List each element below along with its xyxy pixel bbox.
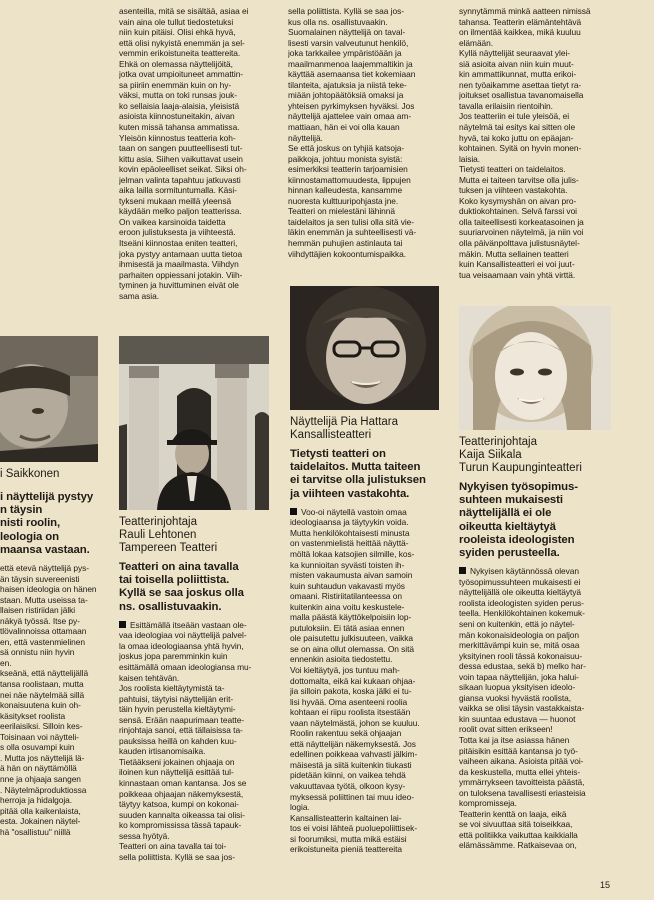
person-2-name: Rauli Lehtonen xyxy=(119,529,197,541)
portrait-lehtonen-image xyxy=(119,336,269,510)
column-1-top xyxy=(119,6,269,332)
person-2-block xyxy=(119,516,269,900)
person-2-body: Esittämällä itseään vastaan ole- vaa ideologiaa voi näyttelijä palvel- la omaa ideologiaansa yhtä hyvin, joskus jopa paremminkin kuin esittämällä omaan ideologiansa mu- kaisen tehtävän. Jos roolista kieltäytymistä ta- pahtuisi, täytyisi näyttelijän erit- täin hyvin perustella kieltäytymi- sensä. Erään naapurimaan teatte- rinjohtaja sanoi, että tällaisissa ta- pauksissa heillä on kahden kuu- kauden irtisanomisaika. Tietääkseni jokainen ohjaaja on iloinen kun näyttelijä esittää tul- kinnastaan oman kantansa. Jos se poikkeaa ohjaajan näkemyksestä, täytyy katsoa, kumpi on kokonai- suuden kannalta oikeassa tai olisi- ko kompromississa tässä tapauk- sessa hyötyä. Teatteri on aina tavalla tai toi- sella poliittista. Kyllä se saa jos- xyxy=(119,619,252,862)
portrait-hattara-image xyxy=(290,286,439,410)
person-4-quote: Nykyisen työsopimus- suhteen mukaisesti näyttelijällä ei ole oikeutta kieltäytyä rooleista ideologisten syiden perusteella. xyxy=(459,481,578,560)
person-3-block xyxy=(290,416,442,900)
person-4-block xyxy=(459,436,612,892)
person-4-body: Nykyisen käytännössä olevan työsopimussuhteen mukaisesti ei näyttelijällä ole oikeutta kieltäytyä roolista ideologisten syiden perus- teella. Henkilökohtainen kokemuk- seni on kuitenkin, että jo näytel- män kokonaisideologia on paljon merkittävämpi kuin se, mitä osaa yksityinen rooli tässä kokonaisuu- dessa edustaa, sekä b) melko har- voin tapaa näyttelijän, joka halui- sikaan luopua yksityisen ideolo- giansa vuoksi hyvästä roolista, vaikka se olisi täysin vastakkaista- kin suuntaa edustava — huonot roolit ovat sitten erikseen! Totta kai ja itse asiassa hänen pitäisikin esittää kantansa jo työ- vaiheen aikana. Asioista pitää voi- da keskustella, mutta ellei yhteis- ymmärrykseen tavoitteista päästä, on tuloksena tavallisesti eriasteisia kompromisseja. Teatterin kenttä on laaja, eikä se voi sivuuttaa sitä toiseikkaa, että politiikka vaikuttaa kaikkialla elämässämme. Ratkaisevaa on, xyxy=(459,566,586,851)
person-4-body-wrap xyxy=(459,566,612,851)
portrait-saikkonen-image xyxy=(0,336,98,462)
column-2-text: sella poliittista. Kyllä se saa jos- kus olla ns. osallistuvaakin. Suomalainen näyttelijä on taval- lisesti varsin valveutunut henkilö, joka tarkkailee ympäristöään ja maailmanmenoa laajemmaltikin ja käyttää asemaansa tiet kokemiaan tilanteita, ajatuksia ja niistä teke- miään johtopäätöksiä omaksi ja yhteisen pyrkimyksen hyväksi. Jos näyttelijä ajattelee vain omaa am- mattiaan, hän ei voi olla kauan näyttelijä. Se että joskus on tyhjiä katsoja- paikkoja, johtuu monista syistä: esimerkiksi teatterin tarjoamisien kiinnostamattomuudesta, lippujen hinnan kalleudesta, kansamme nuoresta kulttuuripohjasta jne. Teatteri on mielestäni lähinnä taidelaitos ja sen tulisi olla sitä vie- läkin enemmän ja suhteellisesti vä- hemmän puhujien astinlauta tai viihdyttäjien kokoontumispaikka. xyxy=(288,6,417,259)
person-4-name: Kaija Siikala xyxy=(459,449,522,461)
person-1-name: i Saikkonen xyxy=(0,468,60,480)
paragraph-marker-icon xyxy=(290,508,297,515)
person-2-body-wrap xyxy=(119,620,269,863)
paragraph-marker-icon xyxy=(459,567,466,574)
person-4-org: Turun Kaupunginteatteri xyxy=(459,462,582,474)
column-3-text: synnytämmä minkä aatteen nimissä tahansa. Teatterin elämäntehtävä on ilmentää kaikkea, mikä kuuluu elämään. Kyllä näyttelijät seuraavat ylei- siä asioita aivan niin kuin muut- kin ammattikunnat, mutta erikoi- nen työaikamme asettaa tietyt ra- joitukset osallistua tavanomaisella tavalla erilaisiin rientoihin. Jos teatteriin ei tule yleisöä, ei näytelmä tai esitys kai sitten ole hyvä, tai koko juttu on epäajan- kohtainen. Syitä on hyvin monen- laisia. Tietysti teatteri on taidelaitos. Mutta ei taiteen tarvitse olla julis- tuksen ja viihteen vastakohta. Koko kysymyshän on aivan pro- duktiokohtainen. Selvä farssi voi olla taiteellisesti korkeatasoinen ja suuriarvoinen näytelmä, ja niin voi olla päivänpolttava julistusnäytel- mäkin. Mutta sellainen teatteri kuin Kansallisteatteri ei voi juut- tua veisaamaan vain yhtä virttä. xyxy=(459,6,591,280)
portrait-photo-1 xyxy=(0,336,98,462)
column-2-top xyxy=(288,6,441,280)
person-1-body: että etevä näyttelijä pys- än täysin suvereenisti haisen ideologia on hänen staan. Mutta useissa ta- llaisen ristiriidan jälki näkyä työssä. Itse py- tlövalinnoissa ottamaan en, että vastenmielinen sä onnistu niin hyvin en. kseänä, että näyttelijällä tansa roolistaan, mutta nei näe näytelmää sillä konaisuutena kuin oh- käsitykset roolista eerilaisiksi. Silloin kes- Toisinaan voi näytteli- s olla osuvampi kuin . Mutta jos näyttelijä lä- ä hän on näyttämöllä nne ja ohjaaja sangen . Näytelmäproduktiossa herroja ja hidalgoja. pitää olla kaikenlaista, esta. Jokainen näytel- hä "osallistuu" niillä xyxy=(0,563,97,837)
person-1-block xyxy=(0,468,100,900)
person-2-quote: Teatteri on aina tavalla tai toisella poliittista. Kyllä se saa joskus olla ns. osallistuvaakin. xyxy=(119,561,244,613)
paragraph-marker-icon xyxy=(119,621,126,628)
person-2-title: Teatterinjohtaja xyxy=(119,516,197,528)
portrait-photo-4 xyxy=(459,306,611,430)
person-3-quote: Tietysti teatteri on taidelaitos. Mutta taiteen ei tarvitse olla julistuksen ja viihteen vastakohta. xyxy=(290,448,426,500)
portrait-photo-3 xyxy=(290,286,439,410)
portrait-photo-2 xyxy=(119,336,269,510)
page-number: 15 xyxy=(599,880,610,890)
person-2-org: Tampereen Teatteri xyxy=(119,542,218,554)
person-3-body-wrap xyxy=(290,507,442,855)
column-3-top xyxy=(459,6,611,302)
person-3-org: Kansallisteatteri xyxy=(290,429,372,441)
person-4-title: Teatterinjohtaja xyxy=(459,436,537,448)
column-1-text: asenteilla, mitä se sisältää, asiaa ei vain aina ole tullut tiedostetuksi niin kuin pitäisi. Olisi ehkä hyvä, että olisi nykyistä enemmän ja sel- vemmin erikoistuneita teattereita. Ehkä on olemassa näyttelijöitä, jotka ovat umpioituneet ammattin- sa piiriin enemmän kuin on hy- väksi, mutta on toki runsas jouk- ko sellaisia laaja-alaisia, yleisistä asioista kiinnostuneitakin, aivan kuten missä tahansa ammatissa. Yleisön kiinnostus teatteria koh- taan on sangen puutteellisesti tut- kittu asia. Siihen vaikuttavat usein kovin epäoleelliset seikat. Siksi oh- jelman valinta tapahtuu jatkuvasti aika lailla sormituntumalla. Käsi- tykseni mukaan meillä yleensä käydään melko paljon teatterissa. On vaikea karsinoida taidetta eroon julistuksesta ja viihteestä. Itseäni kiinnostaa eniten teatteri, joka pystyy antamaan uutta tietoa ihmisestä ja maailmasta. Viihdyn parhaiten oppiessani jotakin. Viih- tyminen ja huvittuminen eivät ole sama asia. xyxy=(119,6,249,301)
portrait-siikala-image xyxy=(459,306,611,430)
person-1-quote: i näyttelijä pystyy n täysin nisti roolin, leologia on maansa vastaan. xyxy=(0,491,94,556)
person-3-title: Näyttelijä Pia Hattara xyxy=(290,416,399,428)
person-3-body: Voo-oi näytellä vastoin omaa ideologiaansa ja täytyykin voida. Mutta henkilökohtaisesti minusta on vastenmielistä heittää näyttä- möltä lokaa katsojien silmille, kos- ka kunnioitan syvästi toisten ih- misten vakaumusta aivan samoin kuin suhtaudun vakavasti myös omaani. Ristiriitatilanteessa on kuitenkin aina voitu keskustele- malla päästä käyttökelpoisiin lop- putuloksiin. Ei tätä asiaa ennen ole paisutettu julkisuuteen, vaikka se on aina ollut olemassa. On sitä ennenkin asioita tiedostettu. Voi kieltäytyä, jos tuntuu mah- dottomalta, eikä kai kukaan ohjaa- jia silloin pakota, koska jälki ei tu- lisi hyvää. Oma asenteeni roolia kohtaan ei riipu roolista itsestään vaan näytelmästä, johon se kuuluu. Roolin rakentuu sekä ohjaajan että näyttelijän näkemyksestä. Jos edellinen poikkeaa vahvasti jälkim- mäisestä ja siitä kuitenkin tiukasti pidetään kiinni, on vaikea tehdä vakuuttavaa työtä, olkoon kysy- myksessä poliittinen tai muu ideo- logia. Kansallisteatterin kaltainen lai- tos ei voisi lähteä puoluepoliittisek- si foorumiksi, mutta mikä estäisi erikoistuneita pieniä teattereita xyxy=(290,506,420,855)
